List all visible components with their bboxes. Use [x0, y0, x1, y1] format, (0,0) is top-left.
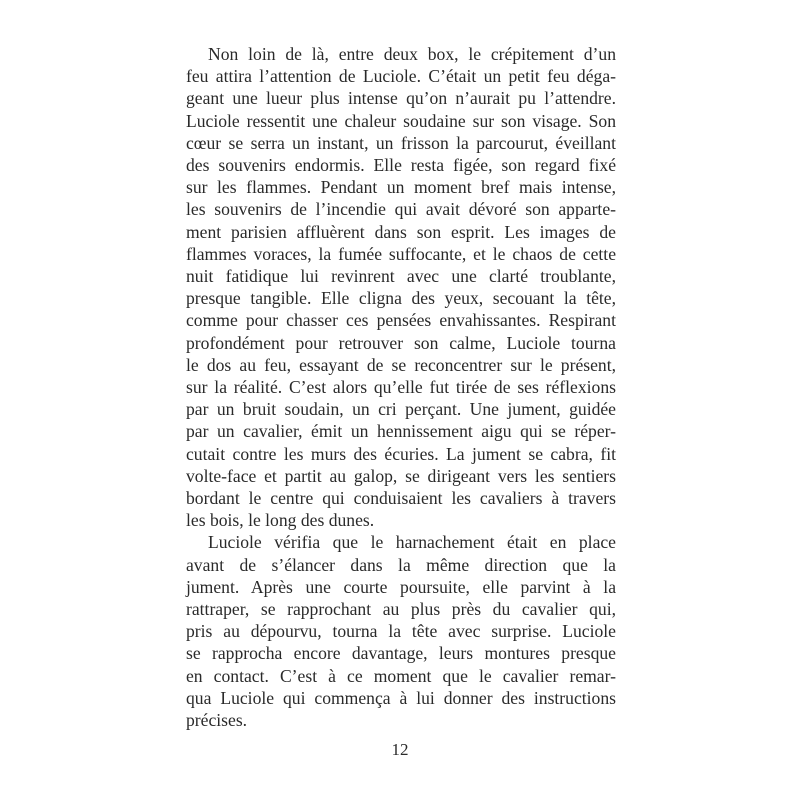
text-line: feu attira l’attention de Luciole. C’était un petit feu déga-: [186, 66, 616, 87]
text-line: le dos au feu, essayant de se reconcentrer sur le présent,: [186, 354, 616, 375]
text-line: par un bruit soudain, un cri perçant. Une jument, guidée: [186, 399, 616, 420]
text-line: en contact. C’est à ce moment que le cavalier remar-: [186, 665, 616, 686]
text-line: rattraper, se rapprochant au plus près du cavalier qui,: [186, 599, 616, 620]
text-line: presque tangible. Elle cligna des yeux, secouant la tête,: [186, 288, 616, 309]
text-line: des souvenirs endormis. Elle resta figée, son regard fixé: [186, 155, 616, 176]
text-line: flammes voraces, la fumée suffocante, et le chaos de cette: [186, 243, 616, 264]
text-line: avant de s’élancer dans la même direction que la: [186, 554, 616, 575]
text-line: les souvenirs de l’incendie qui avait dévoré son apparte-: [186, 199, 616, 220]
text-line: se rapprocha encore davantage, leurs montures presque: [186, 643, 616, 664]
page-number: 12: [391, 740, 409, 759]
text-line: précises.: [186, 710, 248, 731]
text-line: Luciole vérifia que le harnachement était en place: [208, 532, 616, 553]
paragraph-1: [186, 43, 616, 531]
text-line: cutait contre les murs des écuries. La jument se cabra, fit: [186, 443, 616, 464]
text-line: bordant le centre qui conduisaient les cavaliers à travers: [186, 488, 616, 509]
text-line: par un cavalier, émit un hennissement aigu qui se réper-: [186, 421, 616, 442]
text-line: cœur se serra un instant, un frisson la parcourut, éveillant: [186, 132, 616, 153]
body-text: [186, 43, 616, 731]
text-line: nuit fatidique lui revinrent avec une clarté troublante,: [186, 266, 616, 287]
text-line: qua Luciole qui commença à lui donner des instructions: [186, 687, 616, 708]
text-line: volte-face et partit au galop, se dirigeant vers les sentiers: [186, 465, 616, 486]
text-line: Luciole ressentit une chaleur soudaine sur son visage. Son: [186, 110, 616, 131]
text-line: ment parisien affluèrent dans son esprit. Les images de: [186, 221, 616, 242]
text-line: sur la réalité. C’est alors qu’elle fut tirée de ses réflexions: [186, 377, 616, 398]
text-line: profondément pour retrouver son calme, Luciole tourna: [186, 332, 616, 353]
text-line: comme pour chasser ces pensées envahissantes. Respirant: [186, 310, 616, 331]
paragraph-2: [186, 531, 616, 731]
text-line: sur les flammes. Pendant un moment bref mais intense,: [186, 177, 616, 198]
text-line: les bois, le long des dunes.: [186, 510, 375, 531]
text-line: geant une lueur plus intense qu’on n’aurait pu l’attendre.: [186, 88, 616, 109]
text-line: Non loin de là, entre deux box, le crépitement d’un: [208, 44, 616, 64]
text-line: pris au dépourvu, tourna la tête avec surprise. Luciole: [186, 621, 616, 642]
text-line: jument. Après une courte poursuite, elle parvint à la: [186, 576, 616, 597]
